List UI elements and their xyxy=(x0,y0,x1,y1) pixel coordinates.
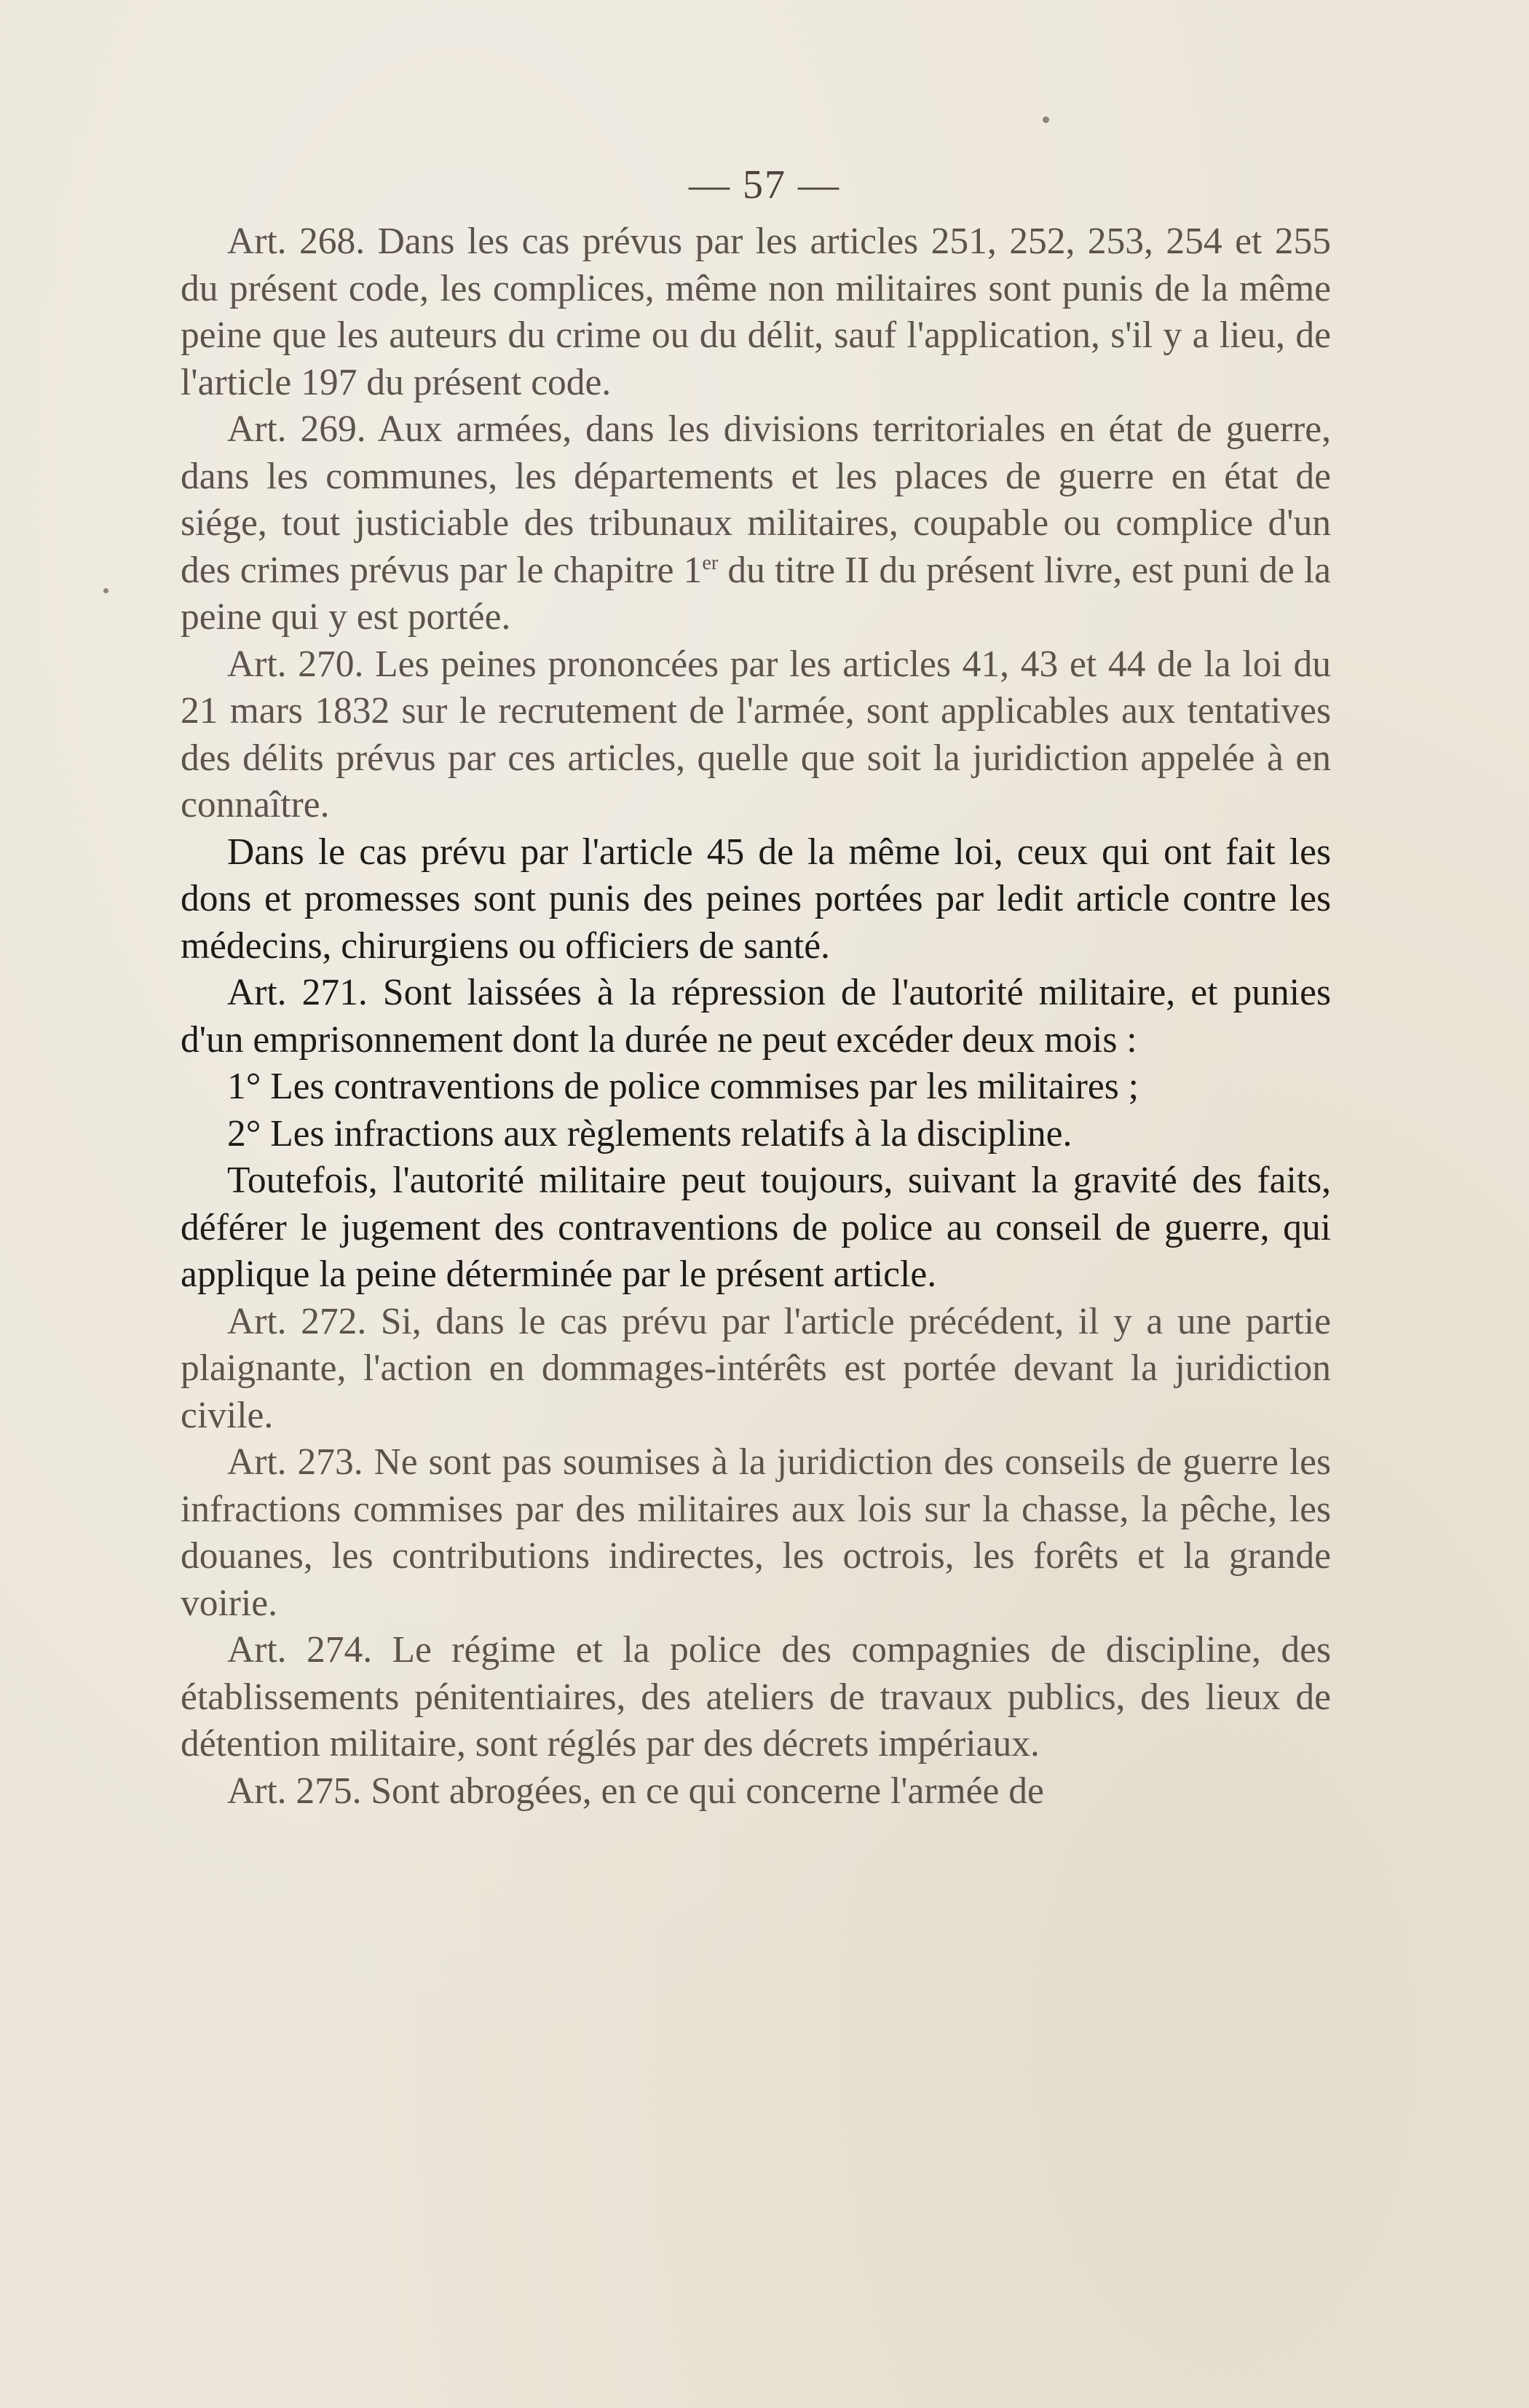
list-item-2 xyxy=(181,1111,1331,1158)
article-number: Art. 272. xyxy=(227,1300,367,1342)
list-item-1 xyxy=(181,1064,1331,1111)
article-text: Aux armées, dans les divisions territoriales en état de guerre, dans les communes, les départements et les places de guerre en état de siége, tout justiciable des tribunaux militaires, coupable ou complice d'un des crimes prévus par le chapitre 1 xyxy=(181,408,1331,591)
article-274 xyxy=(181,1627,1331,1768)
article-text: Si, dans le cas prévu par l'article précédent, il y a une partie plaignante, l'action en dommages-intérêts est portée devant la juridiction civile. xyxy=(181,1300,1332,1436)
page-body xyxy=(181,218,1331,1815)
article-269 xyxy=(181,406,1331,641)
article-text-continued: du titre II du présent livre, est puni de la peine qui y est portée. xyxy=(181,549,1331,638)
article-text: Le régime et la police des compagnies de discipline, des établissements pénitentiaires, des ateliers de travaux publics, des lieux de détention militaire, sont réglés par des décrets impériaux. xyxy=(181,1629,1331,1765)
article-text: Dans les cas prévus par les articles 251, 252, 253, 254 et 255 du présent code, les complices, même non militaires sont punis de la même peine que les auteurs du crime ou du délit, sauf l'application, s'il y a lieu, de l'article 197 du présent code. xyxy=(181,221,1331,403)
article-number: Art. 269. xyxy=(227,408,366,450)
paper-speck xyxy=(1043,116,1049,123)
article-272 xyxy=(181,1299,1331,1440)
article-number: Art. 268. xyxy=(227,221,366,262)
article-text: Les peines prononcées par les articles 41, 43 et 44 de la loi du 21 mars 1832 sur le recrutement de l'armée, sont applicables aux tentatives des délits prévus par ces articles, quelle que soit la juridiction appelée à en connaître. xyxy=(181,643,1332,825)
paragraph-text: Dans le cas prévu par l'article 45 de la même loi, ceux qui ont fait les dons et promesses sont punis des peines portées par ledit article contre les médecins, chirurgiens ou officiers de santé. xyxy=(181,831,1331,967)
article-number: Art. 270. xyxy=(227,643,364,685)
article-number: Art. 273. xyxy=(227,1441,363,1483)
article-275 xyxy=(181,1768,1331,1815)
article-text: Sont laissées à la répression de l'autorité militaire, et punies d'un emprisonnement dont la durée ne peut excéder deux mois : xyxy=(181,972,1332,1061)
article-268 xyxy=(181,218,1331,406)
paragraph-text: Toutefois, l'autorité militaire peut toujours, suivant la gravité des faits, déférer le jugement des contraventions de police au conseil de guerre, qui applique la peine déterminée par le présent article. xyxy=(181,1160,1331,1295)
paragraph-271-continued xyxy=(181,1157,1331,1299)
page-number: — 57 — xyxy=(689,162,840,207)
article-270 xyxy=(181,641,1331,829)
article-271 xyxy=(181,970,1331,1064)
article-text: Ne sont pas soumises à la juridiction des conseils de guerre les infractions commises par des militaires aux lois sur la chasse, la pêche, les douanes, les contributions indirectes, les octrois, les forêts et la grande voirie. xyxy=(181,1441,1332,1624)
article-text: Sont abrogées, en ce qui concerne l'armée de xyxy=(371,1770,1044,1812)
article-number: Art. 275. xyxy=(227,1770,362,1812)
article-273 xyxy=(181,1439,1331,1627)
list-item-text: 2° Les infractions aux règlements relatifs à la discipline. xyxy=(227,1112,1072,1155)
list-item-text: 1° Les contraventions de police commises par les militaires ; xyxy=(227,1066,1139,1107)
paragraph-270-continued xyxy=(181,829,1331,970)
superscript: er xyxy=(702,551,719,574)
article-number: Art. 274. xyxy=(227,1629,373,1671)
article-number: Art. 271. xyxy=(227,972,368,1013)
paper-speck xyxy=(103,588,108,593)
